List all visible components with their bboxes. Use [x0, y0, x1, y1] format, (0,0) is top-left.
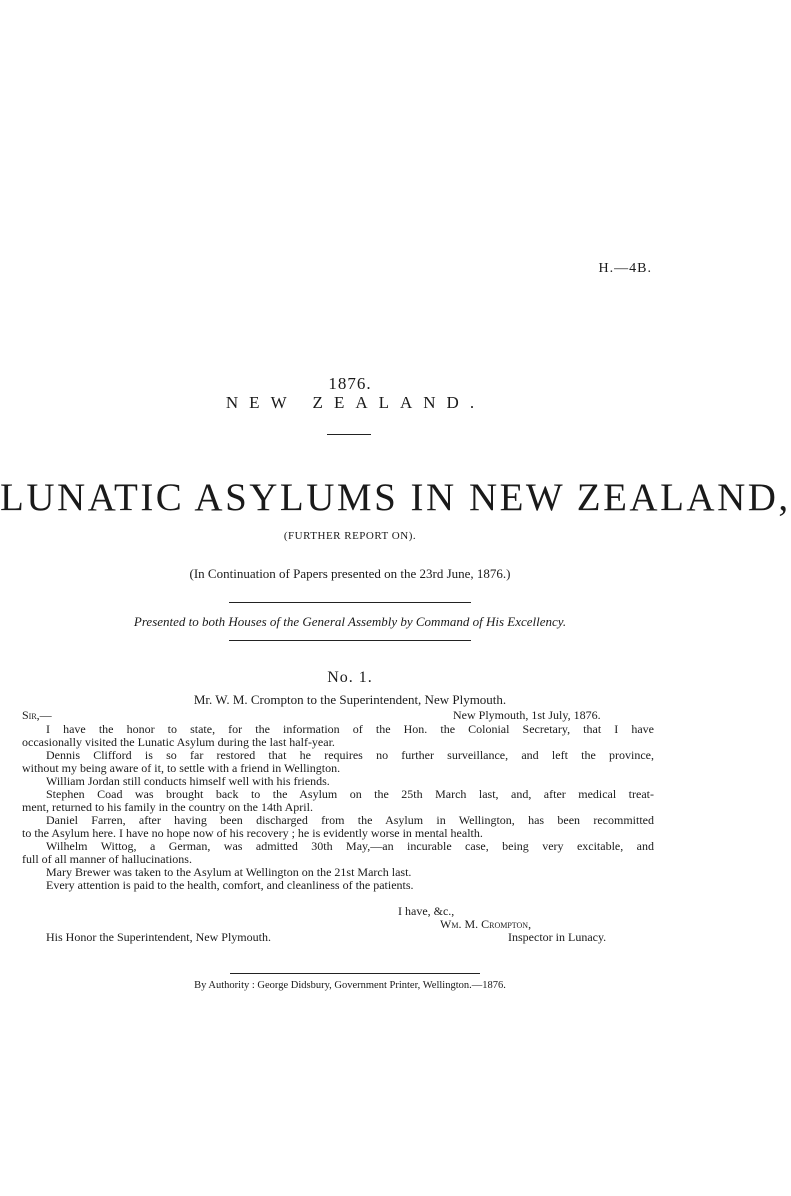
divider-bottom	[229, 640, 471, 641]
letter-line: Every attention is paid to the health, comfort, and cleanliness of the patients.	[46, 878, 414, 892]
letter-line: to the Asylum here. I have no hope now of his recovery ; he is evidently worse in mental health.	[22, 826, 483, 840]
presented-note: Presented to both Houses of the General Assembly by Command of His Excellency.	[133, 614, 567, 629]
closing-phrase: I have, &c.,	[398, 904, 455, 918]
letter-line: occasionally visited the Lunatic Asylum during the last half-year.	[22, 735, 335, 749]
letter-line: Wilhelm Wittog, a German, was admitted 30th May,—an incurable case, being very excitable, and	[46, 839, 654, 853]
subtitle: (FURTHER REPORT ON).	[283, 530, 417, 542]
letter-line: Mary Brewer was taken to the Asylum at Wellington on the 21st March last.	[46, 865, 412, 879]
letter-line: full of all manner of hallucinations.	[22, 852, 192, 866]
letter-line: William Jordan still conducts himself well with his friends.	[46, 774, 330, 788]
letter-line: ment, returned to his family in the country on the 14th April.	[22, 800, 313, 814]
letter-line: Stephen Coad was brought back to the Asylum on the 25th March last, and, after medical treat-	[46, 787, 654, 801]
salutation: Sir,—	[22, 708, 52, 722]
divider-top	[229, 602, 471, 603]
letter-from-line: Mr. W. M. Crompton to the Superintendent, New Plymouth.	[193, 692, 507, 707]
letter-line: without my being aware of it, to settle with a friend in Wellington.	[22, 761, 341, 775]
place-date: New Plymouth, 1st July, 1876.	[453, 708, 601, 722]
divider-short	[327, 434, 371, 435]
country-heading: NEW ZEALAND.	[225, 393, 486, 412]
letter-line: I have the honor to state, for the information of the Hon. the Colonial Secretary, that I have	[46, 722, 654, 736]
document-code: H.—4B.	[598, 261, 652, 276]
letter-line: Daniel Farren, after having been discharged from the Asylum in Wellington, has been recommitted	[46, 813, 654, 827]
page-title: LUNATIC ASYLUMS IN NEW ZEALAND,	[0, 476, 791, 519]
continuation-note: (In Continuation of Papers presented on the 23rd June, 1876.)	[189, 566, 511, 581]
footer-divider	[230, 973, 480, 974]
letter-line: Dennis Clifford is so far restored that he requires no further surveillance, and left the province,	[46, 748, 654, 762]
addressee: His Honor the Superintendent, New Plymouth.	[46, 930, 271, 944]
printer-imprint: By Authority : George Didsbury, Government Printer, Wellington.—1876.	[194, 980, 506, 991]
letter-number: No. 1.	[327, 669, 373, 686]
signature: Wm. M. Crompton,	[440, 917, 532, 931]
signatory-title: Inspector in Lunacy.	[508, 930, 607, 944]
year: 1876.	[328, 374, 372, 393]
